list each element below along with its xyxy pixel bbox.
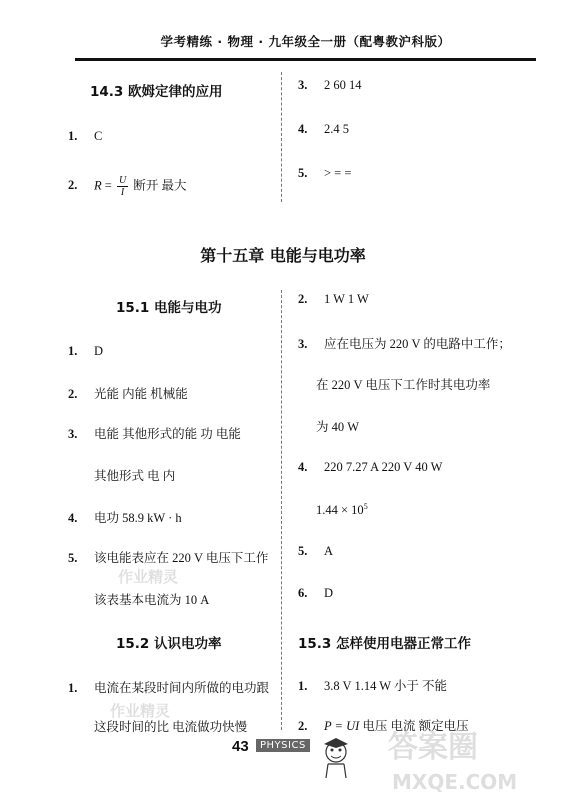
answer-14-3-q3: [298, 78, 362, 93]
watermark: 作业精灵: [118, 568, 179, 586]
answer-15-1-q4: [68, 508, 182, 526]
question-number: 5.: [298, 166, 308, 180]
question-number: 5.: [68, 551, 78, 565]
answer-text: D: [94, 344, 104, 358]
answer-15-1-r-q5: [298, 544, 333, 559]
answer-15-1-r-q6: [298, 586, 333, 601]
answer-text: > = =: [324, 166, 352, 180]
question-number: 1.: [68, 129, 78, 143]
answer-text: 应在电压为 220 V 的电路中工作；: [324, 337, 511, 351]
question-number: 4.: [68, 511, 78, 525]
answer-exponent: 5: [363, 502, 368, 511]
answer-text: 2.4 5: [324, 122, 349, 136]
page-header-title: 学考精练 · 物理 · 九年级全一册（配粤教沪科版）: [160, 34, 451, 49]
answer-15-3-q1: [298, 676, 447, 694]
column-divider-top: [281, 72, 282, 202]
answer-14-3-q4: [298, 122, 349, 137]
answer-text: 2 60 14: [324, 78, 362, 92]
watermark-url: MXQE.COM: [392, 770, 518, 794]
question-number: 2.: [68, 387, 78, 401]
watermark-logo: 答案圈: [388, 730, 478, 765]
answer-15-1-q3-line2: 其他形式 电 内: [94, 469, 176, 483]
question-number: 4.: [298, 122, 308, 136]
answer-15-1-r-q3-line2: 在 220 V 电压下工作时其电功率: [316, 378, 491, 392]
answer-15-1-q2: [68, 384, 188, 402]
answer-14-3-q1: [68, 129, 102, 144]
answer-text: 220 7.27 A 220 V 40 W: [324, 460, 443, 474]
question-number: 2.: [68, 178, 78, 193]
physics-badge: PHYSICS: [256, 739, 310, 752]
answer-text: 光能 内能 机械能: [94, 387, 188, 401]
answer-text: 电流在某段时间内所做的电功跟: [94, 681, 270, 695]
answer-text: A: [324, 544, 334, 558]
section-title-15-2: 15.2 认识电功率: [116, 636, 222, 652]
chapter-title: 第十五章 电能与电功率: [200, 246, 366, 265]
question-number: 1.: [298, 679, 308, 693]
formula-r: R: [94, 178, 102, 193]
answer-15-2-q1: [68, 678, 269, 696]
answer-15-1-r-q3-line3: 为 40 W: [316, 420, 360, 434]
page-number: 43: [232, 738, 249, 755]
answer-15-1-q5: [68, 548, 268, 566]
answer-15-2-q1-line2: 这段时间的比 电流做功快慢: [94, 720, 248, 734]
section-title-15-1: 15.1 电能与电功: [116, 300, 222, 316]
formula-eq: =: [101, 178, 115, 193]
answer-text: 3.8 V 1.14 W 小于 不能: [324, 679, 448, 693]
header-rule: [75, 58, 536, 61]
question-number: 6.: [298, 586, 308, 600]
question-number: 3.: [68, 427, 78, 441]
section-title-15-3: 15.3 怎样使用电器正常工作: [298, 636, 472, 652]
question-number: 2.: [298, 719, 308, 733]
question-number: 5.: [298, 544, 308, 558]
answer-14-3-q2: [68, 175, 186, 198]
answer-15-1-q1: [68, 344, 103, 359]
question-number: 4.: [298, 460, 308, 474]
answer-15-1-r-q4-line2: [316, 502, 368, 518]
column-divider-bottom: [281, 290, 282, 730]
answer-text: 断开 最大: [130, 178, 187, 193]
fraction-u-over-i: [117, 175, 128, 198]
mascot-icon: [318, 736, 354, 782]
answer-15-1-q3: [68, 424, 241, 442]
answer-text: 该电能表应在 220 V 电压下工作: [94, 551, 269, 565]
question-number: 2.: [298, 292, 308, 306]
answer-text: 电功 58.9 kW · h: [94, 511, 182, 525]
answer-text: 电压 电流 额定电压: [359, 719, 469, 733]
question-number: 3.: [298, 337, 308, 351]
answer-base: 1.44 × 10: [316, 503, 364, 518]
answer-15-1-r-q4: [298, 460, 442, 475]
answer-14-3-q5: [298, 166, 351, 181]
answer-text: 电能 其他形式的能 功 电能: [94, 427, 241, 441]
answer-15-1-r-q2: [298, 292, 369, 307]
question-number: 1.: [68, 681, 78, 695]
question-number: 3.: [298, 78, 308, 92]
formula-p-ui: P = UI: [324, 719, 360, 733]
answer-text: D: [324, 586, 334, 600]
fraction-denominator: I: [120, 187, 125, 198]
watermark: 作业精灵: [110, 702, 171, 720]
answer-15-1-q5-line2: 该表基本电流为 10 A: [94, 593, 210, 607]
answer-15-1-r-q3: [298, 334, 511, 352]
answer-text: 1 W 1 W: [324, 292, 369, 306]
answer-text: C: [94, 129, 103, 143]
fraction-numerator: U: [118, 175, 127, 186]
question-number: 1.: [68, 344, 78, 358]
section-title-14-3: 14.3 欧姆定律的应用: [90, 84, 223, 100]
